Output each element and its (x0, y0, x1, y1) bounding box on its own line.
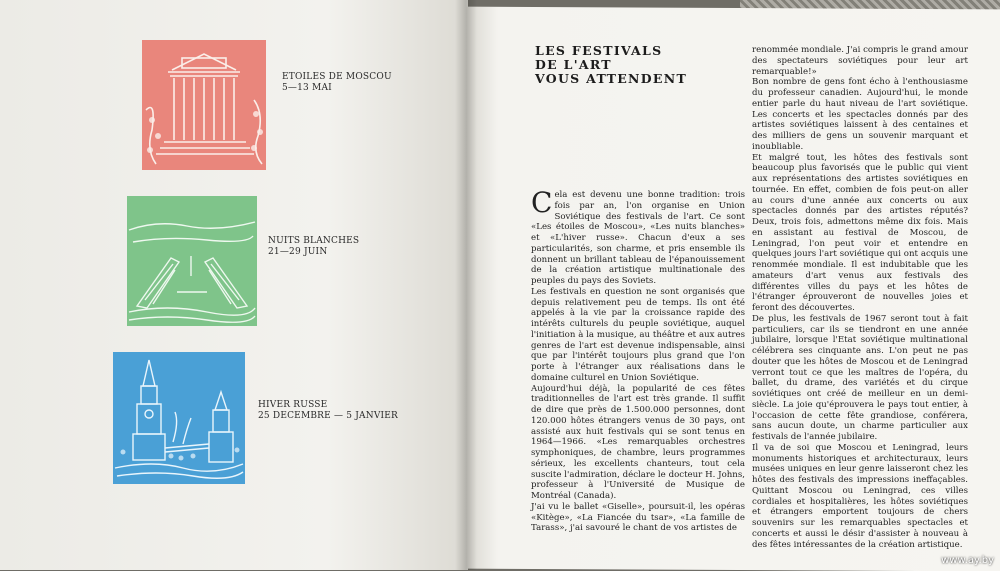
event-title: ETOILES DE MOSCOU (282, 72, 392, 82)
article-title (535, 44, 695, 86)
bolshoi-illustration (142, 40, 266, 170)
event-caption-1 (282, 72, 392, 94)
article-column-2 (752, 45, 968, 550)
paragraph: J'ai vu le ballet «Giselle», poursuit-il, les opéras «Kitège», «La Fiancée du tsar», «La famille de Tarass», j'ai savouré le chant de vos artistes de (531, 501, 745, 534)
title-line: DE L'ART (535, 57, 612, 72)
paragraph: Aujourd'hui déjà, la popularité de ces fêtes traditionnelles de l'art est très grande. Il suffit de dire que près de 1.500.000 personnes, dont 120.000 hôtes étrangers venus de 30 pays, ont assisté aux huit festivals qui se sont tenus en 1964—1966. «Les remarquables orchestres symphoniques, de chambre, leurs programmes sérieux, les excellents chanteurs, tout cela suscite l'admiration, déclare le docteur H. Johns, professeur à l'Université de Musique de Montréal (Canada). (531, 383, 745, 501)
kremlin-illustration (113, 352, 245, 484)
event-dates: 5—13 MAI (282, 83, 332, 93)
title-line: LES FESTIVALS (535, 43, 663, 58)
paragraph: Bon nombre de gens font écho à l'enthousiasme du professeur canadien. Aujourd'hui, le monde entier parle du haut niveau de l'art soviétique. Les concerts et les spectacles donnés par des artistes soviétiques laissent à des centaines et des milliers de gens un souvenir marquant et inoubliable. (752, 77, 968, 152)
event-caption-3 (258, 400, 398, 422)
left-page (0, 0, 468, 570)
paragraph: renommée mondiale. J'ai compris le grand amour des spectateurs soviétiques pour leur art remarquable!» (752, 45, 968, 77)
paragraph: De plus, les festivals de 1967 seront tout à fait particuliers, car ils se tiendront en une année jubilaire, lorsque l'Etat soviétique multinational célébrera ses cinquante ans. L'on peut ne pas douter que les hôtes de Moscou et de Leningrad verront tout ce que les maîtres de l'opéra, du ballet, du drame, des variétés et du cirque soviétiques ont créé de meilleur en un demi-siècle. La joie qu'éprouvera le pays tout entier, à l'occasion de cette fête grandiose, conférera, sans aucun doute, un charme particulier aux festivals de l'année jubilaire. (752, 313, 968, 442)
event-caption-2 (268, 236, 359, 258)
paragraph: Il va de soi que Moscou et Leningrad, leurs monuments historiques et architecturaux, leurs musées uniques en leur genre laisseront chez les hôtes des festivals des impressions ineffaçables. Quittant Moscou ou Leningrad, ces villes cordiales et hospitalières, les hôtes soviétiques et étrangers emportent toujours de chers souvenirs sur les remarquables spectacles et concerts et aussi le désir d'assister à nouveau à des fêtes intéressantes de la création artistique. (752, 442, 968, 550)
event-title: HIVER RUSSE (258, 400, 328, 410)
event-dates: 25 DECEMBRE — 5 JANVIER (258, 411, 399, 421)
drawbridge-illustration (127, 196, 257, 326)
event-dates: 21—29 JUIN (268, 247, 328, 257)
title-line: VOUS ATTENDENT (535, 71, 688, 86)
watermark: www.ay.by (941, 555, 994, 566)
event-title: NUITS BLANCHES (268, 236, 360, 246)
paragraph-text: ela est devenu une bonne tradition: trois fois par an, l'on organise en Union Soviétique des festivals de l'art. Ce sont «Les étoiles de Moscou», «Les nuits blanches» et «L'hiver russe». Chacun d'eux a ses particularités, son charme, et pris ensemble ils donnent un brillant tableau de l'épanouissement de la création artistique multinationale des peuples du pays des Soviets. (531, 190, 745, 286)
article-column-1 (531, 186, 745, 534)
book-gutter (455, 0, 477, 570)
paragraph (531, 186, 745, 287)
paragraph: Et malgré tout, les hôtes des festivals sont beaucoup plus favorisés que le public qui vient aux représentations des artistes soviétiques en tournée. En effet, combien de fois peut-on aller au cours d'une année aux concerts ou aux spectacles donnés par des artistes réputés? Deux, trois fois, admettons même dix fois. Mais en assistant au festival de Moscou, de Leningrad, l'on peut voir et entendre en quelques jours l'art soviétique qui ont acquis une renommée mondiale. Il est indubitable que les amateurs d'art venus aux festivals des différentes villes du pays et les hôtes de l'étranger éprouveront de nouvelles joies et feront des découvertes. (752, 152, 968, 313)
drop-cap: C (531, 186, 553, 219)
paragraph: Les festivals en question ne sont organisés que depuis relativement peu de temps. Ils ont été appelés à la vie par la croissance rapide des intérêts culturels du peuple soviétique, auquel l'initiation à la musique, au théâtre et aux autres genres de l'art est devenue indispensable, ainsi que par l'intérêt toujours plus grand que l'on porte à l'étranger aux réalisations dans le domaine culturel en Union Soviétique. (531, 286, 745, 383)
